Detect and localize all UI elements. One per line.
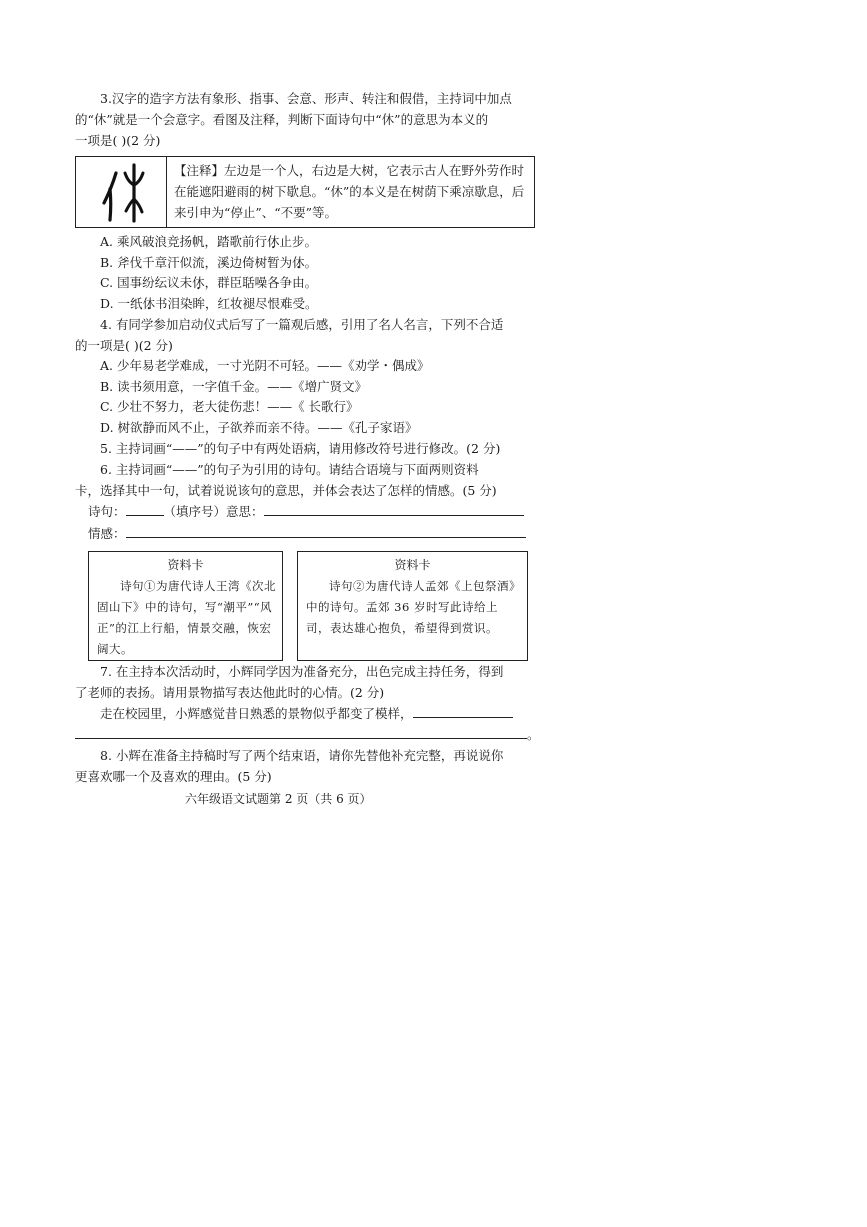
q3-option-d-mark: 休 xyxy=(142,295,156,311)
page-footer: 六年级语文试题第 2 页（共 6 页） xyxy=(185,792,372,806)
info-card-1 xyxy=(88,551,283,661)
q3-line-1: 3.汉字的造字方法有象形、指事、会意、形声、转注和假借，主持词中加点 xyxy=(100,91,512,106)
poem-answer-row xyxy=(75,501,535,523)
annotation-box xyxy=(75,156,535,228)
q4-option-d: D. 树欲静而风不止，子欲养而亲不待。——《孔子家语》 xyxy=(100,419,418,435)
info-cards xyxy=(75,551,535,661)
q4-line-1: 4. 有同学参加启动仪式后写了一篇观后感，引用了名人名言，下列不合适 xyxy=(100,317,504,332)
q8-line-2: 更喜欢哪一个及喜欢的理由。(5 分) xyxy=(75,769,272,784)
q7-prompt: 走在校园里，小辉感觉昔日熟悉的景物似乎都变了模样， xyxy=(100,706,413,721)
q7-answer-blank-1[interactable] xyxy=(413,703,513,718)
annotation-text xyxy=(174,160,532,223)
poem-label: 诗句： xyxy=(88,504,126,519)
q3-option-d-pre: D. 一纸 xyxy=(100,295,143,311)
emotion-answer-row xyxy=(75,523,535,545)
q3-option-a-post: 止步。 xyxy=(279,234,318,249)
q3-option-b-mark: 休 xyxy=(292,254,305,270)
q4-option-b: B. 读书须用意，一字值千金。——《增广贤文》 xyxy=(100,378,368,394)
ancient-xiu-character-icon xyxy=(76,157,166,227)
q7-end-mark: 。 xyxy=(527,727,540,742)
annotation-label: 【注释】 xyxy=(174,163,225,178)
q7-prompt-row xyxy=(75,703,535,724)
emotion-label: 情感： xyxy=(88,526,126,541)
poem-number-blank[interactable] xyxy=(126,501,164,516)
info-card-1-title: 资料卡 xyxy=(167,558,204,572)
info-card-2-title: 资料卡 xyxy=(394,558,431,572)
q3-line-2: 的“休”就是一个会意字。看图及注释，判断下面诗句中“休”的意思为本义的 xyxy=(75,112,489,127)
q7-line-2: 了老师的表扬。请用景物描写表达他此时的心情。(2 分) xyxy=(75,685,385,700)
q6-line-2: 卡，选择其中一句，试着说说该句的意思，并体会表达了怎样的情感。(5 分) xyxy=(75,483,497,498)
q7-line-1: 7. 在主持本次活动时，小辉同学因为准备充分，出色完成主持任务，得到 xyxy=(100,664,504,679)
info-card-2-body: 诗句②为唐代诗人孟郊《上包祭酒》中的诗句。孟郊 36 岁时写此诗给上司，表达雄心抱负，希望得到赏识。 xyxy=(306,579,521,635)
q6-line-1: 6. 主持词画“——”的句子为引用的诗句。请结合语境与下面两则资料 xyxy=(100,462,479,477)
q7-continuation-row xyxy=(75,724,540,745)
poem-meaning-label: （填序号）意思： xyxy=(163,504,264,519)
q3-option-a xyxy=(75,232,535,253)
q5-text: 5. 主持词画“——”的句子中有两处语病，请用修改符号进行修改。(2 分) xyxy=(100,441,501,456)
glyph-cell xyxy=(76,157,167,227)
q3-option-b-post: 。 xyxy=(304,254,318,270)
q3-option-c-post: ，群臣聒噪各争由。 xyxy=(204,275,318,290)
q3-option-a-mark: 休 xyxy=(266,234,280,249)
q3-line-3: 一项是( )(2 分) xyxy=(75,133,161,148)
q3-option-d xyxy=(75,294,535,315)
q3-option-c-pre: C. 国事纷纭议未 xyxy=(100,275,193,290)
annotation-body: 左边是一个人，右边是大树，它表示古人在野外劳作时在能遮阳避雨的树下歇息。“休”的本义是在树荫下乘凉歇息，后来引申为“停止”、“不要”等。 xyxy=(174,163,525,220)
q7-answer-blank-2[interactable] xyxy=(75,724,527,739)
q3-option-b xyxy=(75,253,535,274)
q3-option-b-pre: B. 斧伐千章汗似流，溪边倚树暂为 xyxy=(100,254,293,270)
q4-option-c: C. 少壮不努力，老大徒伤悲！——《 长歌行》 xyxy=(100,399,359,414)
q4-line-2: 的一项是( )(2 分) xyxy=(75,338,173,353)
q3-option-a-pre: A. 乘风破浪竞扬帆，踏歌前行 xyxy=(100,234,267,249)
exam-page xyxy=(75,88,540,787)
q3-option-c xyxy=(75,273,535,294)
info-card-2 xyxy=(297,551,528,661)
poem-meaning-blank[interactable] xyxy=(264,501,524,516)
q3-option-c-mark: 休 xyxy=(192,275,205,290)
emotion-blank[interactable] xyxy=(126,523,526,538)
info-card-1-body: 诗句①为唐代诗人王湾《次北固山下》中的诗句，写“潮平”“风正”的江上行船，情景交融，恢宏阔大。 xyxy=(97,579,276,656)
q4-option-a: A. 少年易老学难成，一寸光阴不可轻。——《劝学・偶成》 xyxy=(100,358,430,373)
q3-option-d-post: 书泪染眸，红妆褪尽恨难受。 xyxy=(155,295,318,311)
q8-line-1: 8. 小辉在准备主持稿时写了两个结束语，请你先替他补充完整，再说说你 xyxy=(100,748,504,763)
